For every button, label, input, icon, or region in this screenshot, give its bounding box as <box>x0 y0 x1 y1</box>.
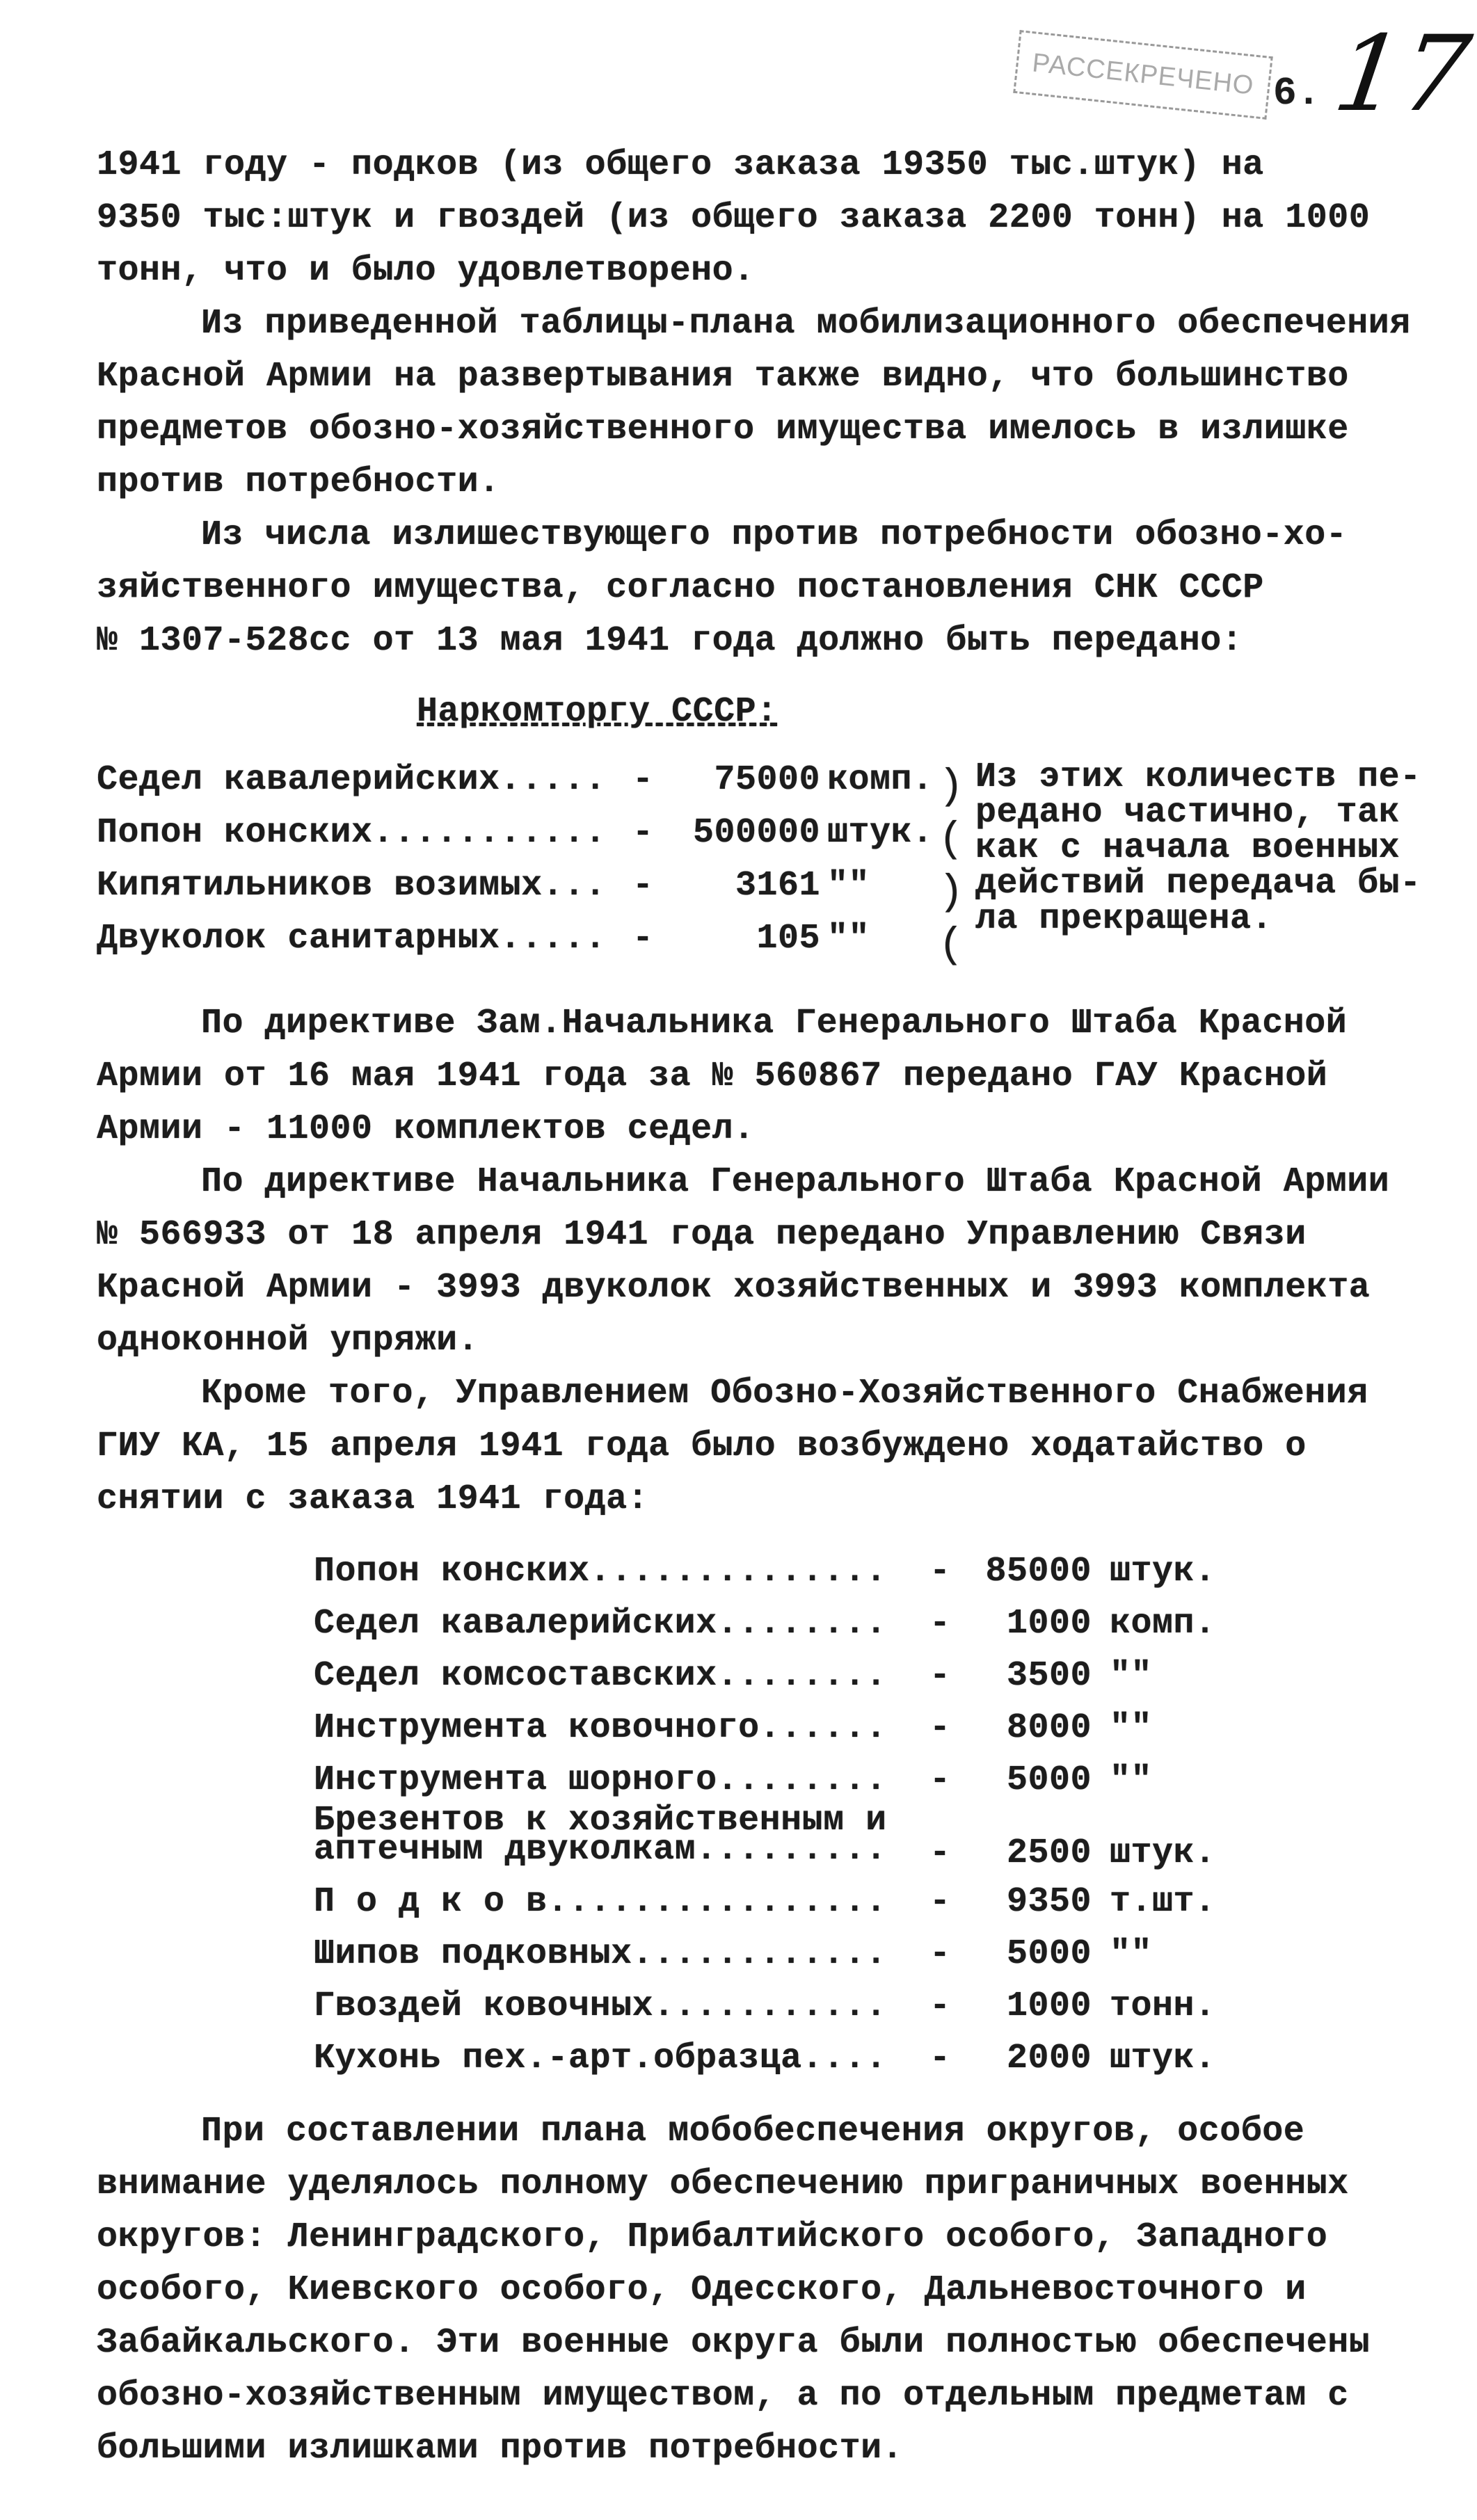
unit: комп. <box>1110 1604 1216 1644</box>
item-label: Двуколок санитарных..... <box>97 919 607 958</box>
order-removal-table <box>97 1546 1432 2085</box>
text-line: При составлении плана мобобеспечения округов, особое <box>201 2112 1305 2151</box>
quantity: 2500 <box>1006 1833 1092 1873</box>
quantity: 3161 <box>735 866 820 906</box>
text-line: Красной Армии - 3993 двуколок хозяйственных и 3993 комплекта <box>97 1268 1371 1308</box>
item-label: Гвоздей ковочных........... <box>314 1987 887 2026</box>
dash: - <box>929 1882 951 1922</box>
table-row <box>97 1876 1432 1928</box>
unit: "" <box>1110 1934 1153 1974</box>
unit: штук. <box>1110 1833 1216 1873</box>
item-label: Попон конских........... <box>97 813 607 853</box>
unit: "" <box>827 866 870 906</box>
dash: - <box>929 1760 951 1800</box>
text-line: № 566933 от 18 апреля 1941 года передано Управлению Связи <box>97 1215 1307 1255</box>
text-line: большими излишками против потребности. <box>97 2429 904 2469</box>
unit: "" <box>1110 1708 1153 1748</box>
paragraph <box>97 1156 1432 1367</box>
unit: штук. <box>1110 1552 1216 1591</box>
unit: "" <box>827 919 870 958</box>
unit: штук. <box>1110 2039 1216 2078</box>
quantity: 9350 <box>1006 1882 1092 1922</box>
closing-paragraph <box>97 2105 1432 2475</box>
dash: - <box>929 1708 951 1748</box>
table-row <box>97 1754 1432 1806</box>
dash: - <box>929 2039 951 2078</box>
quantity: 75000 <box>714 760 820 800</box>
unit: штук. <box>827 813 934 853</box>
text-line: внимание уделялось полному обеспечению приграничных военных <box>97 2165 1349 2204</box>
unit: тонн. <box>1110 1987 1216 2026</box>
table-row <box>97 1702 1432 1754</box>
text-line: ГИУ КА, 15 апреля 1941 года было возбуждено ходатайство о <box>97 1427 1307 1466</box>
directive-paragraphs <box>97 977 1432 1526</box>
item-label: Кипятильников возимых... <box>97 866 607 906</box>
dash: - <box>929 1833 951 1873</box>
transfer-note <box>975 757 1421 939</box>
quantity: 500000 <box>692 813 820 853</box>
text-line: снятии с заказа 1941 года: <box>97 1479 649 1519</box>
table-row <box>97 913 1001 965</box>
item-label: Инструмента шорного........ <box>314 1760 887 1800</box>
text-line: По директиве Зам.Начальника Генерального Штаба Красной <box>201 1004 1348 1043</box>
spacer <box>97 977 1432 997</box>
text-line: По директиве Начальника Генерального Штаба Красной Армии <box>201 1162 1390 1202</box>
note-line: ла прекращена. <box>975 899 1273 939</box>
quantity: 1000 <box>1006 1987 1092 2026</box>
paragraph <box>97 997 1432 1156</box>
text-line: тонн, что и было удовлетворено. <box>97 251 755 291</box>
text-line: Забайкальского. Эти военные округа были полностью обеспечены <box>97 2323 1371 2363</box>
note-line: редано частично, так <box>975 793 1400 833</box>
item-label: Шипов подковных............ <box>314 1934 887 1974</box>
text-line: предметов обозно-хозяйственного имущества имелось в излишке <box>97 410 1349 449</box>
note-line: действий передача бы- <box>975 864 1421 904</box>
paragraph <box>97 139 1432 298</box>
dash: - <box>929 1934 951 1974</box>
page-number: 6. <box>1273 71 1321 115</box>
dash: - <box>929 1656 951 1696</box>
quantity: 5000 <box>1006 1934 1092 1974</box>
table-row <box>97 2032 1432 2085</box>
item-label <box>314 1801 887 1870</box>
table-row <box>97 1546 1432 1598</box>
text-line: Армии - 11000 комплектов седел. <box>97 1109 755 1149</box>
quantity: 1000 <box>1006 1604 1092 1644</box>
brace: ) ( ) ( <box>939 764 964 970</box>
item-label: Инструмента ковочного...... <box>314 1708 887 1748</box>
quantity: 3500 <box>1006 1656 1092 1696</box>
item-label: Кухонь пех.-арт.образца.... <box>314 2039 887 2078</box>
text-line: обозно-хозяйственным имуществом, а по отдельным предметам с <box>97 2376 1349 2416</box>
quantity: 5000 <box>1006 1760 1092 1800</box>
paragraph <box>97 1367 1432 1526</box>
item-label: Седел комсоставских........ <box>314 1656 887 1696</box>
unit: "" <box>1110 1760 1153 1800</box>
quantity: 85000 <box>985 1552 1092 1591</box>
item-label: Седел кавалерийских..... <box>97 760 607 800</box>
table-row <box>97 807 1001 860</box>
table-row <box>97 1801 1432 1876</box>
text-line: одноконной упряжи. <box>97 1321 479 1361</box>
text-line: Из приведенной таблицы-плана мобилизационного обеспечения <box>201 304 1411 344</box>
quantity: 8000 <box>1006 1708 1092 1748</box>
item-label: Седел кавалерийских........ <box>314 1604 887 1644</box>
text-line: округов: Ленинградского, Прибалтийского особого, Западного <box>97 2217 1328 2257</box>
text-line: особого, Киевского особого, Одесского, Дальневосточного и <box>97 2270 1307 2310</box>
label-line: аптечным двуколкам......... <box>314 1830 887 1870</box>
dash: - <box>929 1552 951 1591</box>
narkomtorg-transfer-table <box>97 754 1432 977</box>
table-row <box>97 1980 1432 2032</box>
intro-paragraphs <box>97 139 1432 668</box>
note-line: как с начала военных <box>975 828 1400 868</box>
dash: - <box>632 760 654 800</box>
handwritten-folio-number: 17 <box>1327 14 1477 135</box>
dash: - <box>929 1604 951 1644</box>
dash: - <box>632 919 654 958</box>
text-line: № 1307-528сс от 13 мая 1941 года должно быть передано: <box>97 621 1243 661</box>
table-row <box>97 1598 1432 1650</box>
text-line: против потребности. <box>97 463 500 502</box>
quantity: 2000 <box>1006 2039 1092 2078</box>
item-label: Попон конских.............. <box>314 1552 887 1591</box>
text-line: Кроме того, Управлением Обозно-Хозяйственного Снабжения <box>201 1374 1368 1413</box>
text-line: 1941 году - подков (из общего заказа 19350 тыс.штук) на <box>97 145 1264 185</box>
paragraph <box>97 298 1432 509</box>
text-line: зяйственного имущества, согласно постановления СНК СССР <box>97 568 1264 608</box>
narkomtorg-heading: Наркомторгу СССР: <box>417 692 778 732</box>
table-row <box>97 860 1001 913</box>
quantity: 105 <box>756 919 820 958</box>
unit: комп. <box>827 760 934 800</box>
note-line: Из этих количеств пе- <box>975 757 1421 797</box>
paragraph <box>97 509 1432 668</box>
dash: - <box>632 866 654 906</box>
text-line: Красной Армии на развертывания также видно, что большинство <box>97 357 1349 396</box>
table-row <box>97 1928 1432 1980</box>
document-body <box>97 139 1432 2475</box>
declassified-stamp: РАССЕКРЕЧЕНО <box>1013 30 1273 120</box>
table-row <box>97 754 1001 807</box>
item-label: П о д к о в................ <box>314 1882 887 1922</box>
label-line: Брезентов к хозяйственным и <box>314 1801 887 1840</box>
text-line: Армии от 16 мая 1941 года за № 560867 передано ГАУ Красной <box>97 1057 1328 1096</box>
unit: "" <box>1110 1656 1153 1696</box>
dash: - <box>929 1987 951 2026</box>
unit: т.шт. <box>1110 1882 1216 1922</box>
text-line: 9350 тыс:штук и гвоздей (из общего заказа 2200 тонн) на 1000 <box>97 198 1371 238</box>
text-line: Из числа излишествующего против потребности обозно-хо- <box>201 515 1348 555</box>
table-row <box>97 1650 1432 1702</box>
dash: - <box>632 813 654 853</box>
